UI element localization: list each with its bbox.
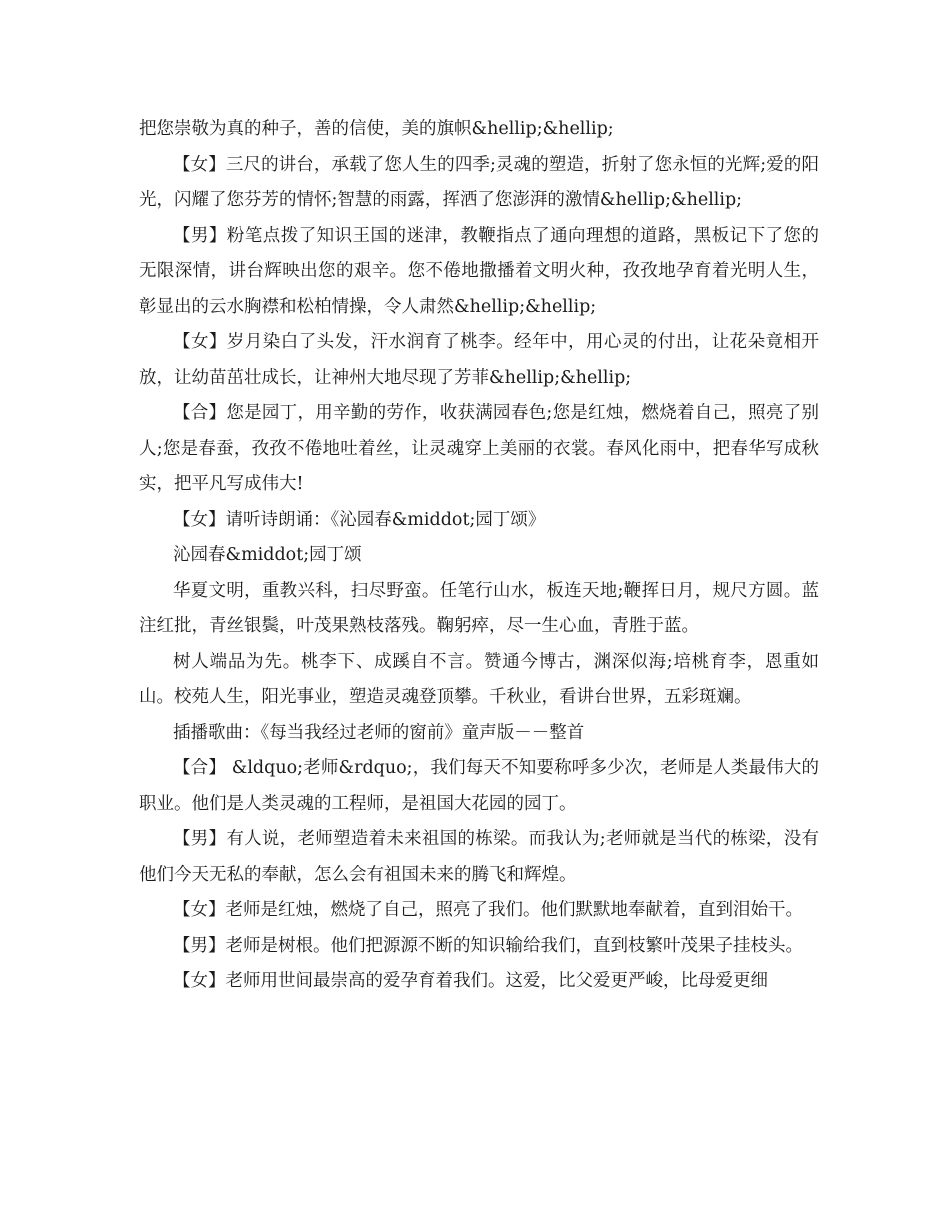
paragraph-6: 【女】请听诗朗诵：《沁园春&middot;园丁颂》 [173,509,546,530]
paragraph-2: 【女】三尺的讲台，承载了您人生的四季;灵魂的塑造，折射了您永恒的光辉;爱的阳光，闪耀了您芬芳的情怀;智慧的雨露，挥洒了您澎湃的激情&hellip;&hellip; [139,154,819,210]
paragraph-13: 【女】老师是红烛，燃烧了自己，照亮了我们。他们默默地奉献着，直到泪始干。 [173,900,803,920]
paragraph-5: 【合】您是园丁，用辛勤的劳作，收获满园春色;您是红烛，燃烧着自己，照亮了别人;您是春蚕，孜孜不倦地吐着丝，让灵魂穿上美丽的衣裳。春风化雨中，把春华写成秋实，把平凡写成伟大! [139,403,819,494]
paragraph-15: 【女】老师用世间最崇高的爱孕育着我们。这爱，比父爱更严峻，比母爱更细 [173,971,768,991]
poem-stanza-2: 树人端品为先。桃李下、成蹊自不言。赞通今博古，渊深似海;培桃育李，恩重如山。校苑人生，阳光事业，塑造灵魂登顶攀。千秋业，看讲台世界，五彩斑斓。 [139,651,819,707]
paragraph-14: 【男】老师是树根。他们把源源不断的知识输给我们，直到枝繁叶茂果子挂枝头。 [173,935,803,956]
paragraph-3: 【男】粉笔点拨了知识王国的迷津，教鞭指点了通向理想的道路，黑板记下了您的无限深情，讲台辉映出您的艰辛。您不倦地撒播着文明火种，孜孜地孕育着光明人生，彰显出的云水胸襟和松柏情操，令人肃然&hellip;&hellip; [139,225,819,317]
paragraph-1: 把您崇敬为真的种子，善的信使，美的旗帜&hellip;&hellip; [139,119,614,139]
paragraph-11: 【合】 &ldquo;老师&rdquo;，我们每天不知要称呼多少次，老师是人类最伟大的职业。他们是人类灵魂的工程师，是祖国大花园的园丁。 [139,758,819,814]
paragraph-12: 【男】有人说，老师塑造着未来祖国的栋梁。而我认为;老师就是当代的栋梁，没有他们今天无私的奉献，怎么会有祖国未来的腾飞和辉煌。 [139,829,819,885]
document-body [139,112,819,1000]
poem-title: 沁园春&middot;园丁颂 [173,545,362,565]
poem-stanza-1: 华夏文明，重教兴科，扫尽野蛮。任笔行山水，板连天地;鞭挥日月，规尺方圆。蓝注红批，青丝银鬓，叶茂果熟枝落残。鞠躬瘁，尽一生心血，青胜于蓝。 [139,580,819,636]
song-note: 插播歌曲：《每当我经过老师的窗前》童声版－－整首 [173,722,585,743]
paragraph-4: 【女】岁月染白了头发，汗水润育了桃李。经年中，用心灵的付出，让花朵竟相开放，让幼苗茁壮成长，让神州大地尽现了芳菲&hellip;&hellip; [139,332,819,388]
